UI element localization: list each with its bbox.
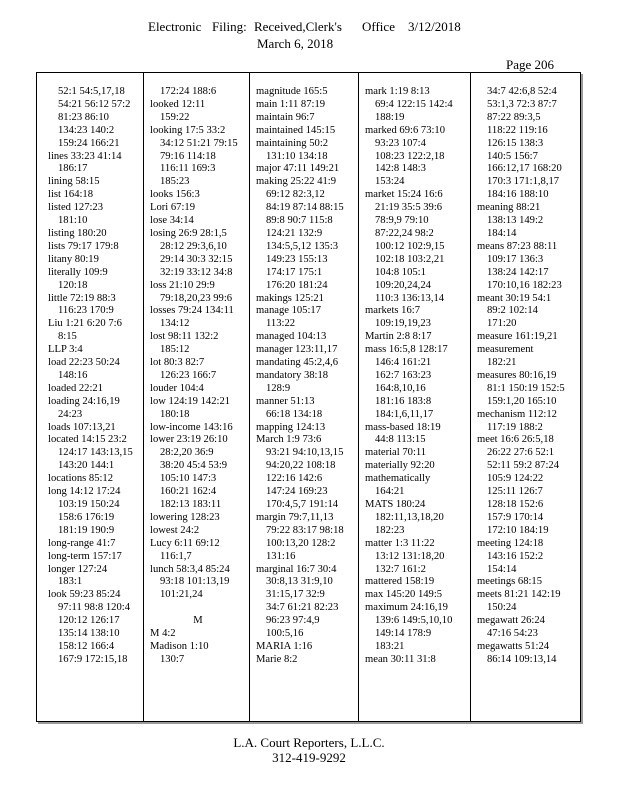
index-line: 128:9 bbox=[266, 382, 291, 394]
index-line: 131:16 bbox=[266, 550, 296, 562]
index-line: 109:19,19,23 bbox=[375, 318, 431, 330]
index-line: 135:14 138:10 bbox=[58, 628, 120, 640]
index-line: 28:2,20 36:9 bbox=[160, 447, 214, 459]
reporter-name: L.A. Court Reporters, L.L.C. bbox=[233, 735, 385, 750]
index-line: 149:14 178:9 bbox=[375, 628, 432, 640]
index-line: 125:11 126:7 bbox=[487, 486, 543, 498]
index-line: 148:16 bbox=[58, 369, 88, 381]
index-line: 29:14 30:3 32:15 bbox=[160, 253, 233, 265]
index-line: 174:17 175:1 bbox=[266, 266, 323, 278]
index-line: 143:20 144:1 bbox=[58, 460, 115, 472]
index-line: 134:12 bbox=[160, 318, 190, 330]
index-line: 185:12 bbox=[160, 344, 190, 356]
index-line: 122:16 142:6 bbox=[266, 473, 323, 485]
index-line: 69:12 82:3,12 bbox=[266, 189, 325, 201]
index-line: 110:3 136:13,14 bbox=[375, 292, 445, 304]
index-line: listed 127:23 bbox=[48, 202, 104, 214]
index-line: 182:23 bbox=[375, 524, 405, 536]
index-line: 100:13,20 128:2 bbox=[266, 537, 336, 549]
index-line: manager 123:11,17 bbox=[256, 344, 338, 356]
index-line: lose 34:14 bbox=[150, 215, 194, 227]
index-line: 150:24 bbox=[487, 602, 517, 614]
index-line: 158:12 166:4 bbox=[58, 640, 115, 652]
index-line: 183:1 bbox=[58, 576, 83, 588]
index-line: 124:17 143:13,15 bbox=[58, 447, 133, 459]
index-line: 164:8,10,16 bbox=[375, 382, 426, 394]
index-line: 134:23 140:2 bbox=[58, 124, 115, 136]
index-line: loads 107:13,21 bbox=[48, 421, 116, 433]
section-letter: M bbox=[193, 615, 203, 627]
index-line: max 145:20 149:5 bbox=[365, 589, 443, 601]
index-line: 182:11,13,18,20 bbox=[375, 511, 444, 523]
reporter-phone: 312-419-9292 bbox=[272, 750, 346, 765]
index-line: mass-based 18:19 bbox=[365, 421, 441, 433]
index-line: loaded 22:21 bbox=[48, 382, 104, 394]
index-line: 120:18 bbox=[58, 279, 88, 291]
index-line: measurement bbox=[477, 344, 534, 356]
index-line: mass 16:5,8 128:17 bbox=[365, 344, 448, 356]
index-line: 28:12 29:3,6,10 bbox=[160, 240, 227, 252]
filing-label-received: Received,Clerk's bbox=[254, 19, 342, 34]
index-line: 166:12,17 168:20 bbox=[487, 163, 562, 175]
index-line: mapping 124:13 bbox=[256, 421, 326, 433]
index-line: 54:21 56:12 57:2 bbox=[58, 98, 131, 110]
index-line: maintain 96:7 bbox=[256, 111, 315, 123]
index-line: 176:20 181:24 bbox=[266, 279, 328, 291]
index-line: mark 1:19 8:13 bbox=[365, 86, 430, 97]
index-column-4 bbox=[365, 86, 467, 667]
index-line: megawatt 26:24 bbox=[477, 615, 545, 627]
index-line: 97:11 98:8 120:4 bbox=[58, 602, 130, 614]
index-line: Lucy 6:11 69:12 bbox=[150, 537, 220, 549]
index-line: megawatts 51:24 bbox=[477, 640, 550, 652]
index-line: maintained 145:15 bbox=[256, 124, 336, 136]
column-divider bbox=[358, 73, 359, 721]
index-column-3 bbox=[256, 86, 356, 667]
index-line: 100:5,16 bbox=[266, 628, 304, 640]
index-line: 100:12 102:9,15 bbox=[375, 240, 445, 252]
index-line: meet 16:6 26:5,18 bbox=[477, 434, 554, 446]
index-line: markets 16:7 bbox=[365, 305, 421, 317]
index-line: 113:22 bbox=[266, 318, 296, 330]
index-line: 158:6 176:19 bbox=[58, 511, 115, 523]
index-line: 182:21 bbox=[487, 357, 517, 369]
index-line: 109:20,24,24 bbox=[375, 279, 431, 291]
page-number: Page 206 bbox=[506, 57, 555, 72]
index-line: means 87:23 88:11 bbox=[477, 240, 558, 252]
index-line: 93:21 94:10,13,15 bbox=[266, 447, 344, 459]
index-line: 134:5,5,12 135:3 bbox=[266, 240, 339, 252]
index-line: 32:19 33:12 34:8 bbox=[160, 266, 233, 278]
index-line: mechanism 112:12 bbox=[477, 408, 557, 420]
index-line: marked 69:6 73:10 bbox=[365, 124, 446, 136]
index-line: longer 127:24 bbox=[48, 563, 108, 575]
index-line: 44:8 113:15 bbox=[375, 434, 426, 446]
index-line: 149:23 155:13 bbox=[266, 253, 328, 265]
index-line: mathematically bbox=[365, 473, 431, 485]
index-line: M 4:2 bbox=[150, 628, 176, 640]
index-line: lunch 58:3,4 85:24 bbox=[150, 563, 230, 575]
index-line: 181:19 190:9 bbox=[58, 524, 115, 536]
index-line: literally 109:9 bbox=[48, 266, 108, 278]
filing-label-office: Office bbox=[362, 19, 395, 34]
index-line: louder 104:4 bbox=[150, 382, 204, 394]
index-line: long-term 157:17 bbox=[48, 550, 122, 562]
index-line: magnitude 165:5 bbox=[256, 86, 328, 97]
index-line: 81:23 86:10 bbox=[58, 111, 109, 123]
index-line: losing 26:9 28:1,5 bbox=[150, 227, 227, 239]
index-line: look 59:23 85:24 bbox=[48, 589, 121, 601]
index-line: 126:15 138:3 bbox=[487, 137, 544, 149]
index-line: lost 98:11 132:2 bbox=[150, 331, 219, 343]
index-line: 116:23 170:9 bbox=[58, 305, 114, 317]
index-line: managed 104:13 bbox=[256, 331, 327, 343]
index-line: making 25:22 41:9 bbox=[256, 176, 337, 188]
index-line: 87:22,24 98:2 bbox=[375, 227, 434, 239]
index-line: 86:14 109:13,14 bbox=[487, 653, 557, 665]
index-line: maximum 24:16,19 bbox=[365, 602, 448, 614]
index-line: Liu 1:21 6:20 7:6 bbox=[48, 318, 122, 330]
index-line: low 124:19 142:21 bbox=[150, 395, 231, 407]
index-line: 84:19 87:14 88:15 bbox=[266, 202, 344, 214]
index-line: 87:22 89:3,5 bbox=[487, 111, 541, 123]
index-line: 117:19 188:2 bbox=[487, 421, 543, 433]
index-line: 138:24 142:17 bbox=[487, 266, 549, 278]
index-line: 102:18 103:2,21 bbox=[375, 253, 445, 265]
index-line: meaning 88:21 bbox=[477, 202, 541, 214]
index-line: 120:12 126:17 bbox=[58, 615, 120, 627]
index-line: 104:8 105:1 bbox=[375, 266, 426, 278]
index-line: loading 24:16,19 bbox=[48, 395, 120, 407]
index-line: 89:8 90:7 115:8 bbox=[266, 215, 333, 227]
index-line: MARIA 1:16 bbox=[256, 640, 313, 652]
index-line: market 15:24 16:6 bbox=[365, 189, 443, 201]
index-line: looking 17:5 33:2 bbox=[150, 124, 226, 136]
index-line: maintaining 50:2 bbox=[256, 137, 329, 149]
index-line: March 1:9 73:6 bbox=[256, 434, 322, 446]
index-line: 159:1,20 165:10 bbox=[487, 395, 557, 407]
index-line: marginal 16:7 30:4 bbox=[256, 563, 337, 575]
index-line: 131:10 134:18 bbox=[266, 150, 328, 162]
index-line: loss 21:10 29:9 bbox=[150, 279, 215, 291]
index-line: 126:23 166:7 bbox=[160, 369, 217, 381]
index-line: manage 105:17 bbox=[256, 305, 322, 317]
index-line: margin 79:7,11,13 bbox=[256, 511, 334, 523]
index-line: measures 80:16,19 bbox=[477, 369, 557, 381]
index-line: 184:14 bbox=[487, 227, 517, 239]
index-line: mandatory 38:18 bbox=[256, 369, 329, 381]
index-line: 26:22 27:6 52:1 bbox=[487, 447, 555, 459]
index-line: 116:11 169:3 bbox=[160, 163, 216, 175]
index-line: measure 161:19,21 bbox=[477, 331, 558, 343]
index-line: 66:18 134:18 bbox=[266, 408, 323, 420]
index-line: 181:16 183:8 bbox=[375, 395, 432, 407]
index-line: lining 58:15 bbox=[48, 176, 100, 188]
index-line: 52:1 54:5,17,18 bbox=[58, 86, 125, 97]
index-line: makings 125:21 bbox=[256, 292, 324, 304]
index-line: meetings 68:15 bbox=[477, 576, 543, 588]
column-divider bbox=[470, 73, 471, 721]
index-line: 105:10 147:3 bbox=[160, 473, 217, 485]
index-line: 172:24 188:6 bbox=[160, 86, 217, 97]
index-line: 142:8 148:3 bbox=[375, 163, 426, 175]
index-line: 154:14 bbox=[487, 563, 517, 575]
index-line: 96:23 97:4,9 bbox=[266, 615, 320, 627]
filing-subdate: March 6, 2018 bbox=[257, 36, 334, 51]
index-line: 103:19 150:24 bbox=[58, 499, 120, 510]
index-line: Madison 1:10 bbox=[150, 640, 209, 652]
index-line: 79:18,20,23 99:6 bbox=[160, 292, 233, 304]
index-line: little 72:19 88:3 bbox=[48, 292, 116, 304]
index-line: 132:7 161:2 bbox=[375, 563, 426, 575]
index-line: lowering 128:23 bbox=[150, 511, 220, 523]
index-line: listing 180:20 bbox=[48, 227, 107, 239]
index-line: 108:23 122:2,18 bbox=[375, 150, 445, 162]
index-line: 172:10 184:19 bbox=[487, 524, 549, 536]
index-line: material 70:11 bbox=[365, 447, 427, 459]
index-line: 30:8,13 31:9,10 bbox=[266, 576, 333, 588]
index-line: 38:20 45:4 53:9 bbox=[160, 460, 228, 472]
index-line: 93:18 101:13,19 bbox=[160, 576, 230, 588]
filing-label-electronic: Electronic bbox=[148, 19, 202, 34]
index-line: litany 80:19 bbox=[48, 253, 99, 265]
index-line: main 1:11 87:19 bbox=[256, 98, 326, 110]
index-line: 79:16 114:18 bbox=[160, 150, 216, 162]
index-line: 138:13 149:2 bbox=[487, 215, 544, 227]
index-line: lines 33:23 41:14 bbox=[48, 150, 122, 162]
index-line: Martin 2:8 8:17 bbox=[365, 331, 432, 343]
index-line: 109:17 136:3 bbox=[487, 253, 544, 265]
index-line: lowest 24:2 bbox=[150, 524, 200, 536]
index-line: 79:22 83:17 98:18 bbox=[266, 524, 344, 536]
index-line: 101:21,24 bbox=[160, 589, 203, 601]
index-line: 94:20,22 108:18 bbox=[266, 460, 336, 472]
filing-label-filing: Filing: bbox=[212, 19, 247, 34]
index-line: matter 1:3 11:22 bbox=[365, 537, 435, 549]
index-line: 185:23 bbox=[160, 176, 190, 188]
index-line: 146:4 161:21 bbox=[375, 357, 432, 369]
index-line: mattered 158:19 bbox=[365, 576, 435, 588]
index-line: 24:23 bbox=[58, 408, 83, 420]
index-line: Lori 67:19 bbox=[150, 202, 196, 214]
index-line: 116:1,7 bbox=[160, 550, 192, 562]
index-line: 180:18 bbox=[160, 408, 190, 420]
index-line: list 164:18 bbox=[48, 189, 94, 201]
index-line: 153:24 bbox=[375, 176, 405, 188]
index-line: 105:9 124:22 bbox=[487, 473, 544, 485]
index-line: 183:21 bbox=[375, 640, 405, 652]
index-line: 184:16 188:10 bbox=[487, 189, 549, 201]
index-line: 181:10 bbox=[58, 215, 88, 227]
index-line: looked 12:11 bbox=[150, 98, 206, 110]
index-line: 162:7 163:23 bbox=[375, 369, 432, 381]
index-line: locations 85:12 bbox=[48, 473, 114, 485]
index-line: 89:2 102:14 bbox=[487, 305, 538, 317]
index-line: 147:24 169:23 bbox=[266, 486, 328, 498]
index-line: 34:7 61:21 82:23 bbox=[266, 602, 339, 614]
index-line: 170:3 171:1,8,17 bbox=[487, 176, 560, 188]
index-line: lists 79:17 179:8 bbox=[48, 240, 119, 252]
index-line: 159:22 bbox=[160, 111, 190, 123]
index-line: meant 30:19 54:1 bbox=[477, 292, 552, 304]
index-line: 143:16 152:2 bbox=[487, 550, 544, 562]
index-line: 34:12 51:21 79:15 bbox=[160, 137, 238, 149]
index-line: meeting 124:18 bbox=[477, 537, 544, 549]
index-line: 186:17 bbox=[58, 163, 88, 175]
index-line: looks 156:3 bbox=[150, 189, 200, 201]
index-line: 21:19 35:5 39:6 bbox=[375, 202, 443, 214]
index-line: 47:16 54:23 bbox=[487, 628, 538, 640]
index-line: mean 30:11 31:8 bbox=[365, 653, 436, 665]
index-column-1 bbox=[48, 86, 140, 667]
index-line: MATS 180:24 bbox=[365, 499, 426, 510]
index-line: load 22:23 50:24 bbox=[48, 357, 120, 369]
index-line: 160:21 162:4 bbox=[160, 486, 217, 498]
index-line: 53:1,3 72:3 87:7 bbox=[487, 98, 557, 110]
index-line bbox=[150, 602, 246, 615]
index-line: located 14:15 23:2 bbox=[48, 434, 127, 446]
index-line: 140:5 156:7 bbox=[487, 150, 538, 162]
index-line: 52:11 59:2 87:24 bbox=[487, 460, 559, 472]
index-line: 124:21 132:9 bbox=[266, 227, 323, 239]
index-line: 159:24 166:21 bbox=[58, 137, 120, 149]
index-line: materially 92:20 bbox=[365, 460, 435, 472]
index-line: 171:20 bbox=[487, 318, 517, 330]
index-column-2 bbox=[150, 86, 246, 667]
index-line: low-income 143:16 bbox=[150, 421, 233, 433]
index-line: lower 23:19 26:10 bbox=[150, 434, 228, 446]
index-line: long 14:12 17:24 bbox=[48, 486, 121, 498]
index-line: 93:23 107:4 bbox=[375, 137, 426, 149]
index-line: 170:4,5,7 191:14 bbox=[266, 499, 339, 510]
index-line: manner 51:13 bbox=[256, 395, 315, 407]
column-divider bbox=[249, 73, 250, 721]
index-line: 167:9 172:15,18 bbox=[58, 653, 128, 665]
index-line: 13:12 131:18,20 bbox=[375, 550, 445, 562]
index-line: mandating 45:2,4,6 bbox=[256, 357, 339, 369]
index-frame bbox=[36, 72, 581, 722]
index-line: 139:6 149:5,10,10 bbox=[375, 615, 453, 627]
index-column-5 bbox=[477, 86, 577, 667]
index-line: 130:7 bbox=[160, 653, 185, 665]
index-line: 118:22 119:16 bbox=[487, 124, 548, 136]
index-line: 164:21 bbox=[375, 486, 405, 498]
index-line: 34:7 42:6,8 52:4 bbox=[487, 86, 557, 97]
index-line: 78:9,9 79:10 bbox=[375, 215, 429, 227]
filing-date-stamp: 3/12/2018 bbox=[408, 19, 461, 34]
index-line: 184:1,6,11,17 bbox=[375, 408, 434, 420]
filing-header bbox=[0, 19, 618, 59]
index-line: long-range 41:7 bbox=[48, 537, 116, 549]
column-divider bbox=[143, 73, 144, 721]
index-line: 69:4 122:15 142:4 bbox=[375, 98, 453, 110]
index-line: lot 80:3 82:7 bbox=[150, 357, 205, 369]
index-line: meets 81:21 142:19 bbox=[477, 589, 561, 601]
index-line: 128:18 152:6 bbox=[487, 499, 544, 510]
index-line: 170:10,16 182:23 bbox=[487, 279, 562, 291]
index-line: Marie 8:2 bbox=[256, 653, 298, 665]
index-line: LLP 3:4 bbox=[48, 344, 83, 356]
index-line: 31:15,17 32:9 bbox=[266, 589, 325, 601]
index-line: major 47:11 149:21 bbox=[256, 163, 340, 175]
index-line: 182:13 183:11 bbox=[160, 499, 222, 510]
index-line: 188:19 bbox=[375, 111, 405, 123]
index-line: losses 79:24 134:11 bbox=[150, 305, 234, 317]
index-line: 81:1 150:19 152:5 bbox=[487, 382, 565, 394]
index-line: 157:9 170:14 bbox=[487, 511, 544, 523]
index-line: 8:15 bbox=[58, 331, 77, 343]
